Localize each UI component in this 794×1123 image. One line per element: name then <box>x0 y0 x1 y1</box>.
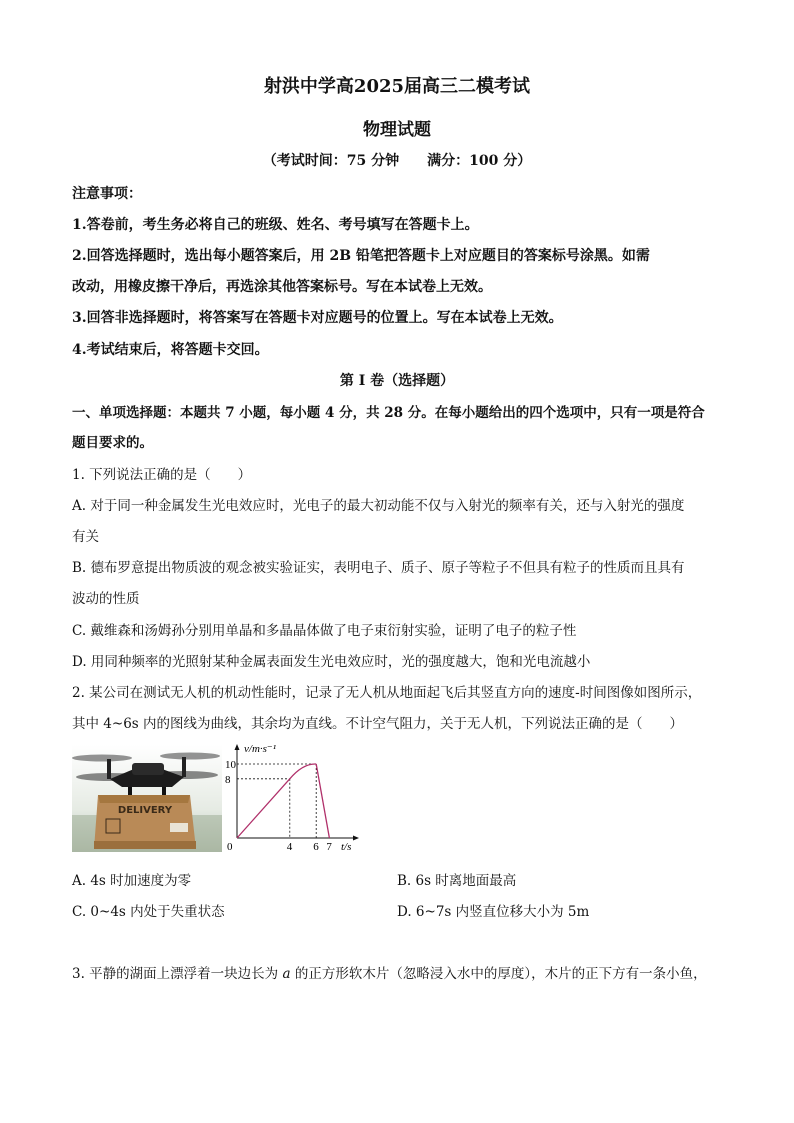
q2-option-c: C. 0~4s 内处于失重状态 <box>72 904 225 920</box>
x-tick-label: 4 <box>286 841 293 853</box>
q3-stem-post: 的正方形软木片（忽略浸入水中的厚度），木片的正下方有一条小鱼， <box>290 966 707 982</box>
q3-var-a: a <box>282 966 291 982</box>
x-axis-label: t/s <box>341 841 352 853</box>
x-axis-arrow <box>353 836 359 841</box>
q2-stem: 2. 某公司在测试无人机的机动性能时，记录了无人机从地面起飞后其竖直方向的速度-时间图像如图所示， <box>72 685 702 701</box>
drone-illustration <box>72 745 222 852</box>
y-axis-label: v/m·s⁻¹ <box>244 743 277 755</box>
q1-option-a: A. 对于同一种金属发生光电效应时，光电子的最大初动能不仅与入射光的频率有关，还与入射光的强度 <box>72 498 685 514</box>
exam-title: 射洪中学高2025届高三二模考试 <box>263 76 531 97</box>
y-tick-label: 10 <box>225 759 236 771</box>
series-segment-6-7 <box>316 764 329 838</box>
notice-item: 4.考试结束后，将答题卡交回。 <box>72 342 269 358</box>
part1-instruction: 一、单项选择题：本题共 7 小题，每小题 4 分，共 28 分。在每小题给出的四个选项中，只有一项是符合 <box>72 405 705 421</box>
notice-item: 改动，用橡皮擦干净后，再选涂其他答案标号。写在本试卷上无效。 <box>72 279 492 295</box>
drone-image <box>72 745 222 852</box>
q2-option-b: B. 6s 时离地面最高 <box>397 873 517 889</box>
q2-option-d: D. 6~7s 内竖直位移大小为 5m <box>397 904 590 920</box>
q1-stem: 1. 下列说法正确的是（ ） <box>72 467 252 483</box>
q3-stem-pre: 3. 平静的湖面上漂浮着一块边长为 <box>72 966 283 982</box>
notice-heading: 注意事项： <box>72 186 142 202</box>
y-tick-label: 8 <box>225 773 231 786</box>
part1-heading: 第 I 卷（选择题） <box>339 373 455 389</box>
box-label: DELIVERY <box>117 805 173 816</box>
exam-info: （考试时间：75 分钟 满分：100 分） <box>262 153 532 169</box>
subject-title: 物理试题 <box>363 120 431 140</box>
x-tick-label: 7 <box>326 841 332 853</box>
vt-graph-svg <box>225 740 365 858</box>
q1-option-b: B. 德布罗意提出物质波的观念被实验证实，表明电子、质子、原子等粒子不但具有粒子的性质而且具有 <box>72 560 685 576</box>
series-segment-0-4 <box>237 779 290 838</box>
x-tick-label: 6 <box>313 841 319 853</box>
q1-option-d: D. 用同种频率的光照射某种金属表面发生光电效应时，光的强度越大，饱和光电流越小 <box>72 654 591 670</box>
notice-item: 2.回答选择题时，选出每小题答案后，用 2B 铅笔把答题卡上对应题目的答案标号涂黑。如需 <box>72 248 650 264</box>
q1-option-c: C. 戴维森和汤姆孙分别用单晶和多晶晶体做了电子束衍射实验，证明了电子的粒子性 <box>72 623 577 639</box>
notice-item: 3.回答非选择题时，将答案写在答题卡对应题号的位置上。写在本试卷上无效。 <box>72 310 563 326</box>
q2-stem-cont: 其中 4~6s 内的图线为曲线，其余均为直线。不计空气阻力，关于无人机，下列说法正确的是（ ） <box>72 716 683 732</box>
series-curve-4-6 <box>290 764 316 779</box>
y-axis-arrow <box>235 744 240 750</box>
q3-stem <box>72 962 707 982</box>
q1-option-b-cont: 波动的性质 <box>72 591 140 607</box>
vt-graph <box>225 740 365 858</box>
part1-instruction: 题目要求的。 <box>72 435 153 451</box>
notice-item: 1.答卷前，考生务必将自己的班级、姓名、考号填写在答题卡上。 <box>72 217 479 233</box>
origin-label: 0 <box>227 841 233 853</box>
q2-option-a: A. 4s 时加速度为零 <box>72 873 192 889</box>
q1-option-a-cont: 有关 <box>72 529 99 545</box>
